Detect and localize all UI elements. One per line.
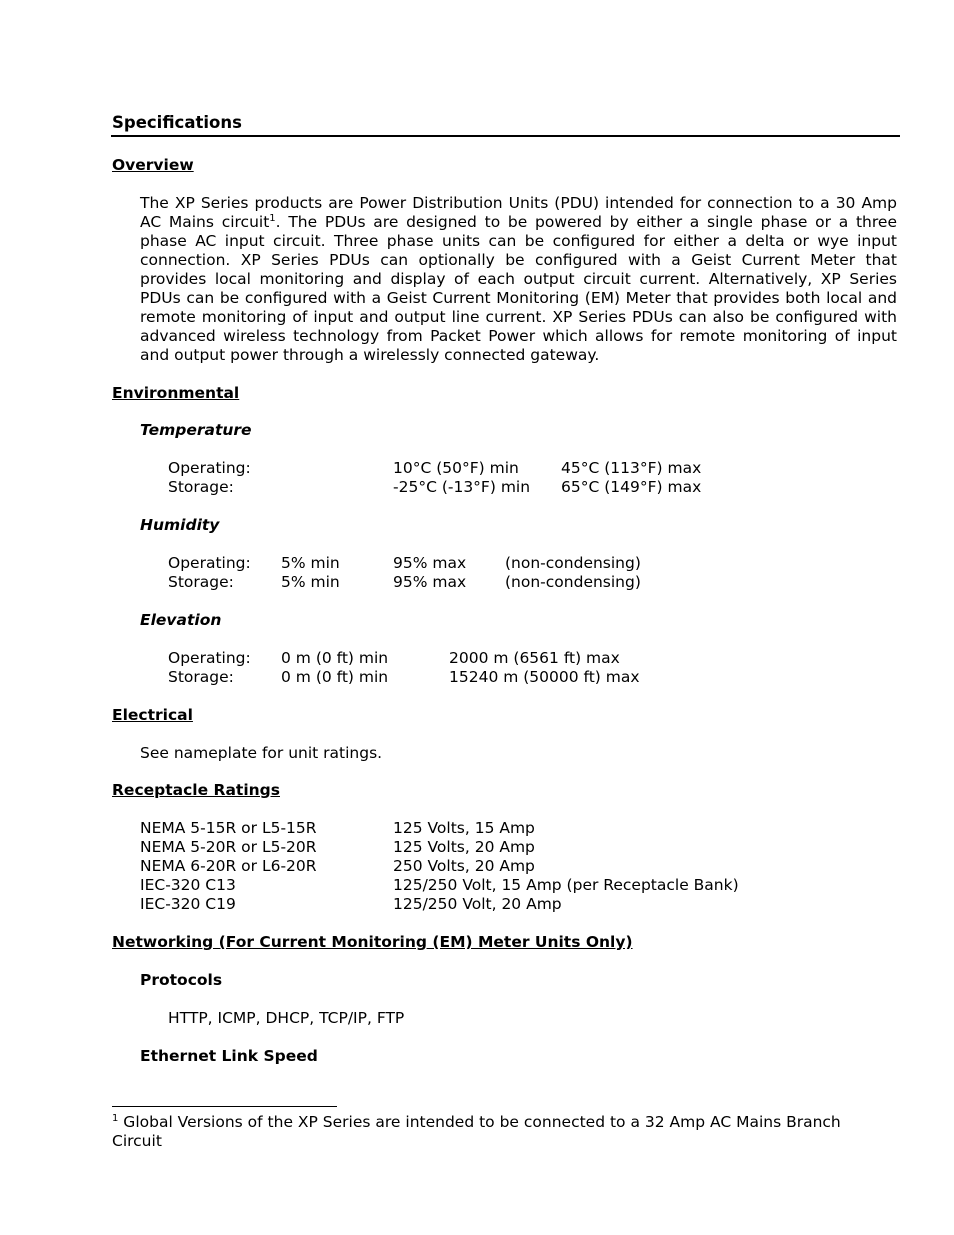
elevation-storage-min: 0 m (0 ft) min bbox=[281, 668, 389, 686]
footnote-text: Global Versions of the XP Series are intended to be connected to a 32 Amp AC Mains Branch Circuit bbox=[112, 1113, 841, 1150]
humidity-operating-max: 95% max bbox=[393, 554, 467, 572]
humidity-operating-note: (non-condensing) bbox=[505, 554, 641, 572]
elevation-storage-label: Storage: bbox=[168, 668, 234, 686]
receptacle-rating: 125 Volts, 15 Amp bbox=[393, 819, 535, 837]
elevation-operating-label: Operating: bbox=[168, 649, 251, 667]
elevation-operating-max: 2000 m (6561 ft) max bbox=[449, 649, 620, 667]
environmental-heading: Environmental bbox=[112, 384, 240, 402]
receptacle-rating: 125 Volts, 20 Amp bbox=[393, 838, 535, 856]
overview-paragraph bbox=[140, 194, 897, 365]
overview-text-part1: The XP Series products are Power Distribution Units (PDU) intended for connection to a 30 Amp AC Mains circuit bbox=[140, 194, 897, 231]
networking-heading: Networking (For Current Monitoring (EM) Meter Units Only) bbox=[112, 933, 633, 951]
page-title: Specifications bbox=[112, 113, 242, 132]
receptacle-type: NEMA 5-15R or L5-15R bbox=[140, 819, 317, 837]
electrical-text: See nameplate for unit ratings. bbox=[140, 744, 383, 762]
elevation-operating-min: 0 m (0 ft) min bbox=[281, 649, 389, 667]
footnote-marker: 1 bbox=[112, 1112, 119, 1124]
temperature-operating-max: 45°C (113°F) max bbox=[561, 459, 702, 477]
temperature-storage-min: -25°C (-13°F) min bbox=[393, 478, 531, 496]
overview-heading: Overview bbox=[112, 156, 194, 174]
receptacle-type: IEC-320 C13 bbox=[140, 876, 236, 894]
receptacle-rating: 125/250 Volt, 20 Amp bbox=[393, 895, 562, 913]
receptacle-ratings-heading: Receptacle Ratings bbox=[112, 781, 280, 799]
receptacle-type: IEC-320 C19 bbox=[140, 895, 236, 913]
electrical-heading: Electrical bbox=[112, 706, 193, 724]
temperature-operating-label: Operating: bbox=[168, 459, 251, 477]
protocols-heading: Protocols bbox=[140, 971, 223, 989]
humidity-storage-max: 95% max bbox=[393, 573, 467, 591]
receptacle-type: NEMA 5-20R or L5-20R bbox=[140, 838, 317, 856]
humidity-storage-min: 5% min bbox=[281, 573, 340, 591]
elevation-heading: Elevation bbox=[140, 611, 222, 629]
receptacle-type: NEMA 6-20R or L6-20R bbox=[140, 857, 317, 875]
receptacle-rating: 125/250 Volt, 15 Amp (per Receptacle Bank) bbox=[393, 876, 739, 894]
temperature-storage-label: Storage: bbox=[168, 478, 234, 496]
footnote-reference: 1 bbox=[269, 212, 276, 224]
temperature-heading: Temperature bbox=[140, 421, 252, 439]
footnote bbox=[112, 1113, 872, 1151]
humidity-operating-label: Operating: bbox=[168, 554, 251, 572]
footnote-divider bbox=[112, 1106, 337, 1107]
receptacle-rating: 250 Volts, 20 Amp bbox=[393, 857, 535, 875]
humidity-storage-label: Storage: bbox=[168, 573, 234, 591]
humidity-operating-min: 5% min bbox=[281, 554, 340, 572]
elevation-storage-max: 15240 m (50000 ft) max bbox=[449, 668, 640, 686]
protocols-text: HTTP, ICMP, DHCP, TCP/IP, FTP bbox=[168, 1009, 405, 1027]
overview-text-part2: . The PDUs are designed to be powered by either a single phase or a three phase AC input circuit. Three phase units can be configured for either a delta or wye input connection. XP Series PDUs can optionally be configured with a Geist Current Meter that provides local monitoring and display of each output circuit current. Alternatively, XP Series PDUs can be configured with a Geist Current Monitoring (EM) Meter that provides both local and remote monitoring of input and output line current. XP Series PDUs can also be configured with advanced wireless technology from Packet Power which allows for remote monitoring of input and output power through a wirelessly connected gateway. bbox=[140, 213, 897, 364]
temperature-operating-min: 10°C (50°F) min bbox=[393, 459, 519, 477]
title-divider bbox=[111, 135, 900, 137]
ethernet-link-speed-heading: Ethernet Link Speed bbox=[140, 1047, 318, 1065]
humidity-storage-note: (non-condensing) bbox=[505, 573, 641, 591]
temperature-storage-max: 65°C (149°F) max bbox=[561, 478, 702, 496]
humidity-heading: Humidity bbox=[140, 516, 220, 534]
